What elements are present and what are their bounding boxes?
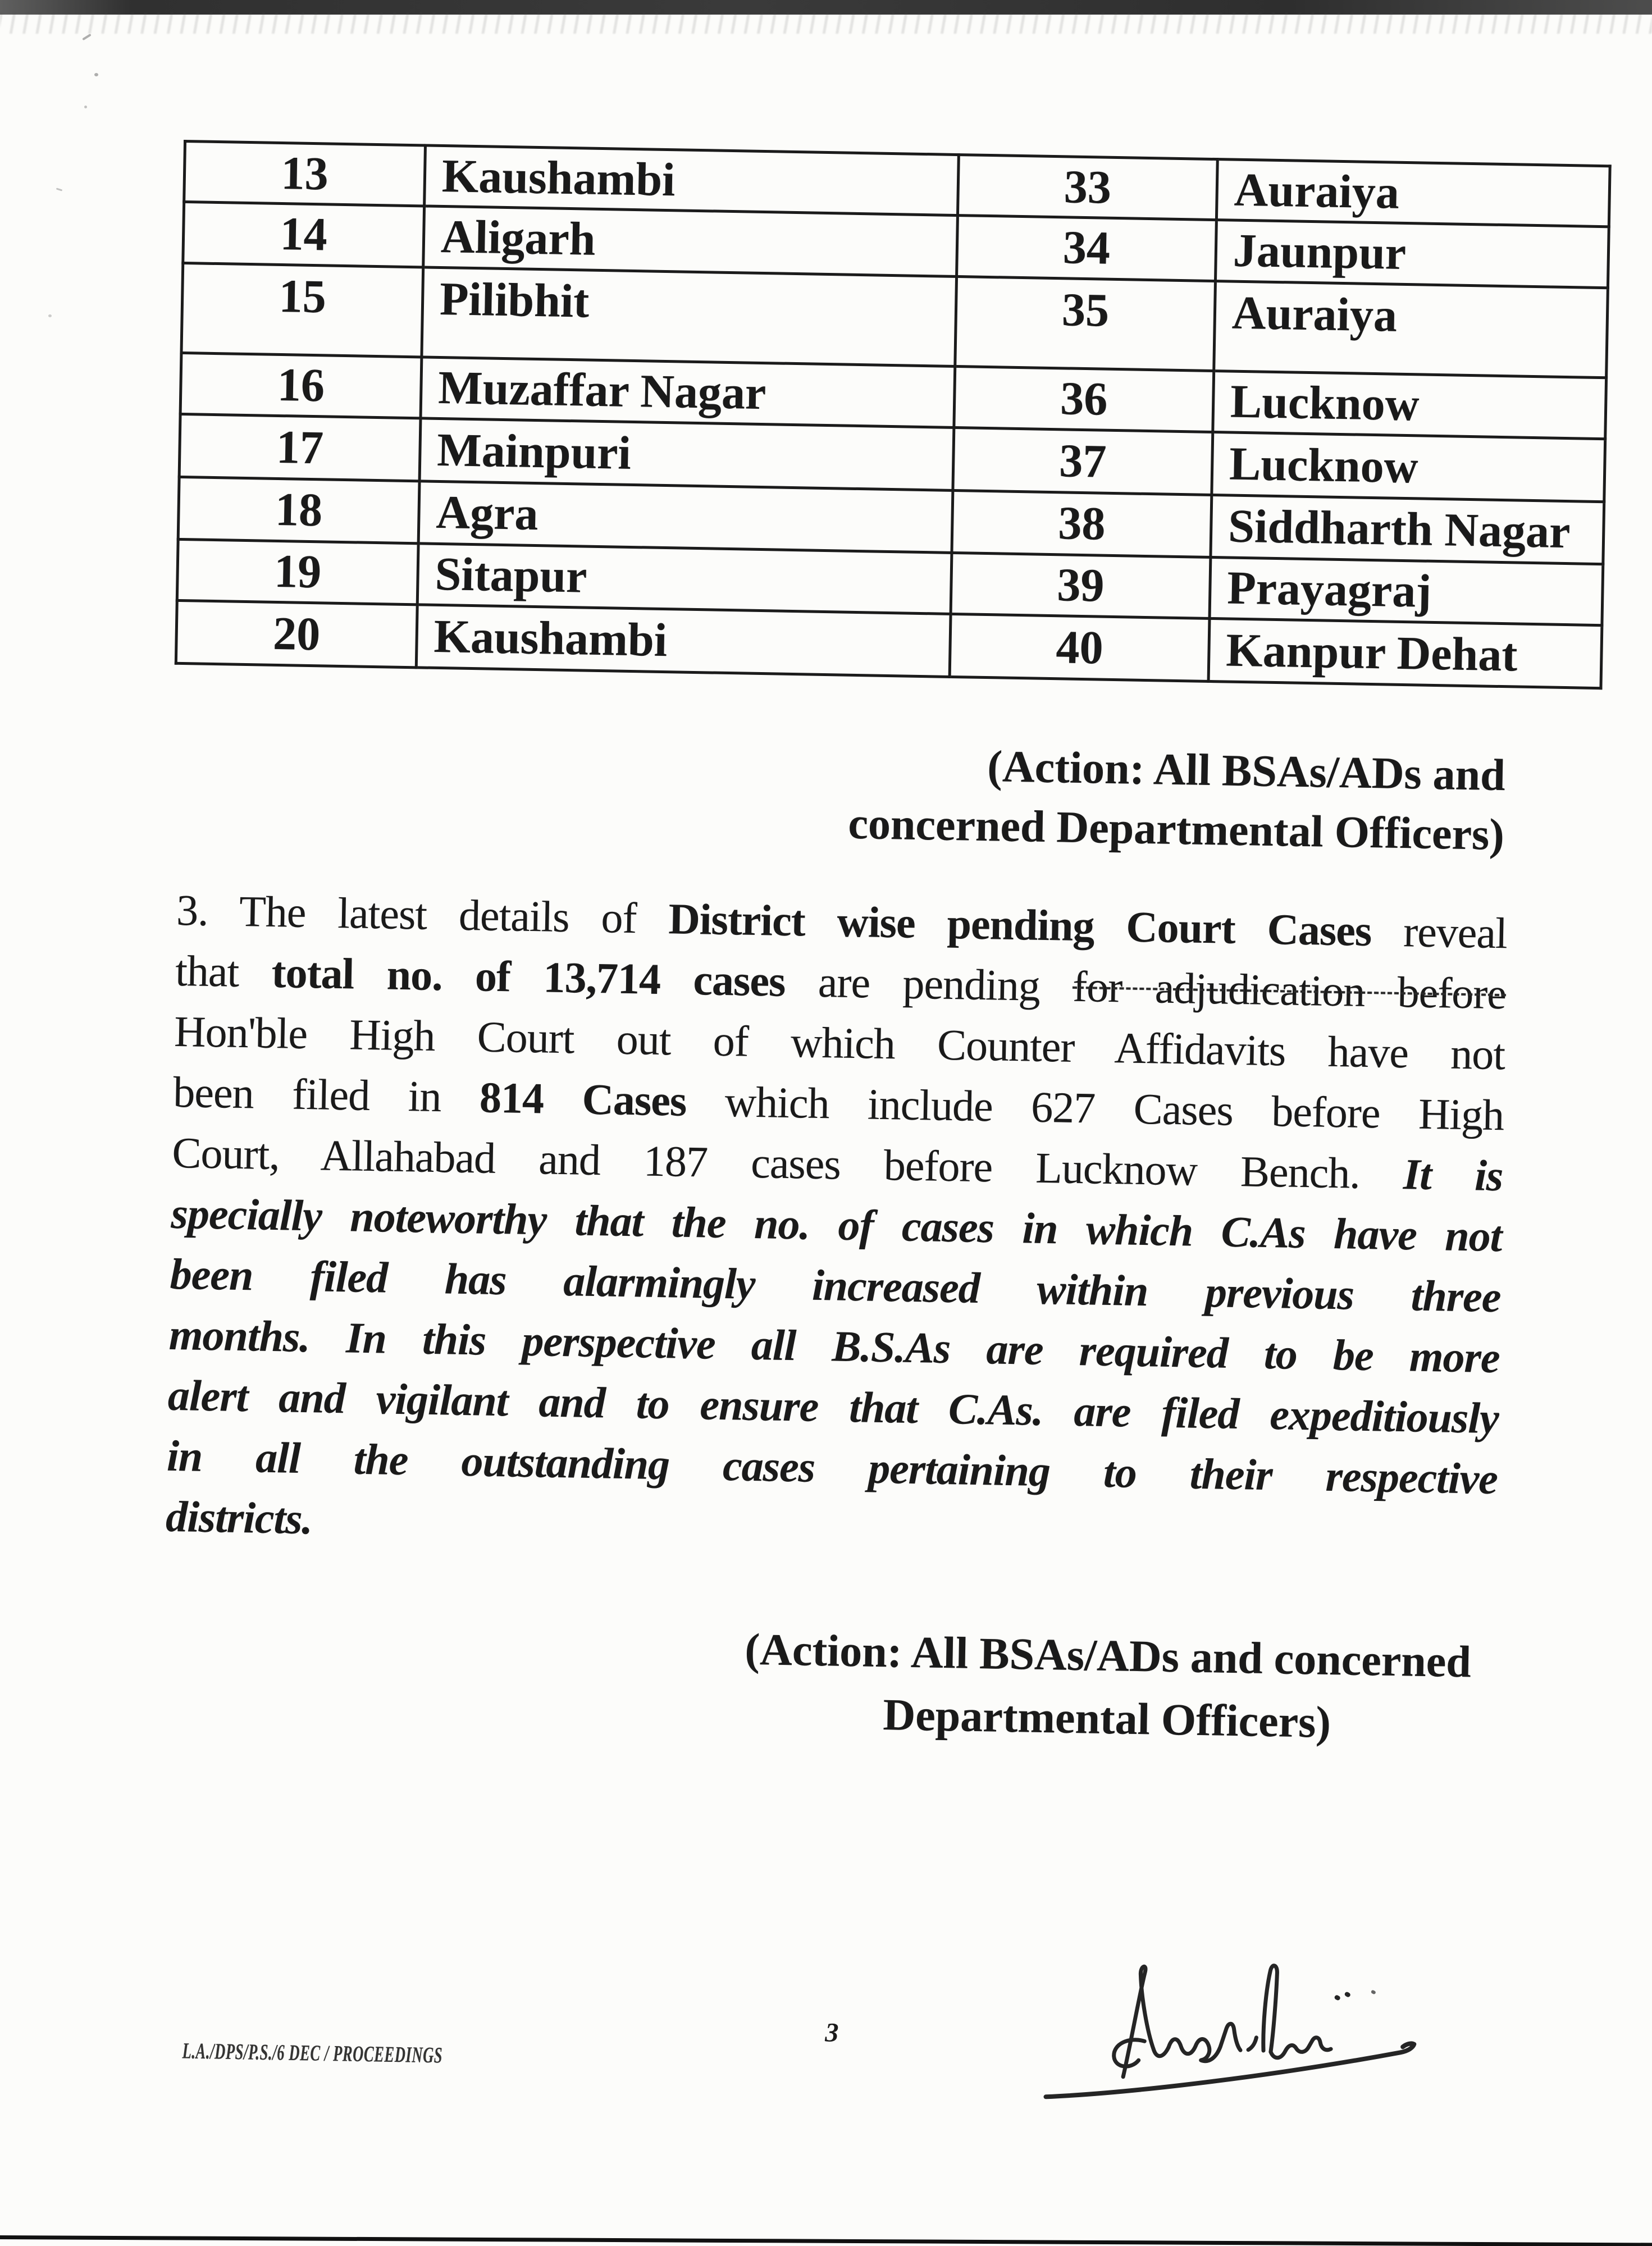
file-reference-code: L.A./DPS/P.S./6 DEC / PROCEEDINGS [182,2038,443,2068]
serial-number-cell: 37 [953,427,1213,495]
paragraph-line: alert and vigilant and to ensure that C.As. are filed expeditiously [167,1370,1499,1443]
paragraph-line: Hon'ble High Court out of which Counter Affidavits have not [174,1006,1505,1079]
district-table [175,140,1612,690]
serial-number-cell: 33 [957,155,1217,220]
district-cell: Agra [418,481,953,553]
paragraph-line: districts. [165,1491,313,1544]
paragraph-line: 3. The latest details of District wise pending Court Cases reveal [176,885,1508,958]
district-cell: Kanpur Dehat [1208,618,1602,688]
district-cell: Mainpuri [419,418,954,491]
paragraph-line: months. In this perspective all B.S.As are required to be more [168,1309,1500,1382]
page-number: 3 [824,2017,839,2048]
district-cell: Pilibhit [422,267,957,367]
district-cell: Kaushambi [425,145,959,216]
district-cell: Auraiya [1216,159,1610,227]
serial-number-cell: 20 [176,600,417,667]
district-cell: Lucknow [1212,432,1605,502]
paragraph-line: been filed has alarmingly increased within previous three [170,1249,1502,1322]
action-note-line: (Action: All BSAs/ADs and [987,742,1506,801]
district-cell: Auraiya [1214,281,1608,378]
district-cell: Prayagraj [1210,557,1603,625]
district-cell: Kaushambi [416,605,951,677]
serial-number-cell: 36 [954,366,1214,432]
serial-number-cell: 18 [178,477,419,543]
paragraph-line: that total no. of 13,714 cases are pending for adjudication before [175,946,1507,1019]
paragraph-3 [165,880,1507,1570]
district-cell: Lucknow [1213,371,1607,439]
action-note-2 [685,1617,1530,1757]
serial-number-cell: 15 [181,263,423,357]
paragraph-line: been filed in 814 Cases which include 627 Cases before High [172,1067,1504,1140]
district-cell: Jaunpur [1215,220,1609,288]
paragraph-line: Court, Allahabad and 187 cases before Lucknow Bench. It is [171,1127,1504,1200]
action-note-line: Departmental Officers) [882,1690,1331,1748]
serial-number-cell: 38 [952,490,1212,557]
serial-number-cell: 17 [179,414,421,481]
paragraph-line: specially noteworthy that the no. of cases in which C.As have not [170,1188,1503,1261]
serial-number-cell: 16 [180,353,422,418]
serial-number-cell: 39 [951,553,1211,618]
district-cell: Aligarh [423,206,958,277]
action-note-1 [179,723,1505,865]
serial-number-cell: 40 [950,614,1210,681]
district-cell: Sitapur [417,544,952,614]
district-cell: Muzaffar Nagar [421,357,955,428]
paragraph-line: in all the outstanding cases pertaining to their respective [166,1431,1498,1504]
serial-number-cell: 13 [184,141,426,206]
action-note-line: concerned Departmental Officers) [847,798,1505,860]
signature-scribble [1042,1955,1427,2125]
serial-number-cell: 35 [955,277,1216,371]
action-note-line: (Action: All BSAs/ADs and concerned [744,1624,1472,1687]
serial-number-cell: 14 [183,202,425,267]
serial-number-cell: 19 [177,539,418,604]
serial-number-cell: 34 [957,216,1217,281]
district-cell: Siddharth Nagar [1211,495,1604,564]
